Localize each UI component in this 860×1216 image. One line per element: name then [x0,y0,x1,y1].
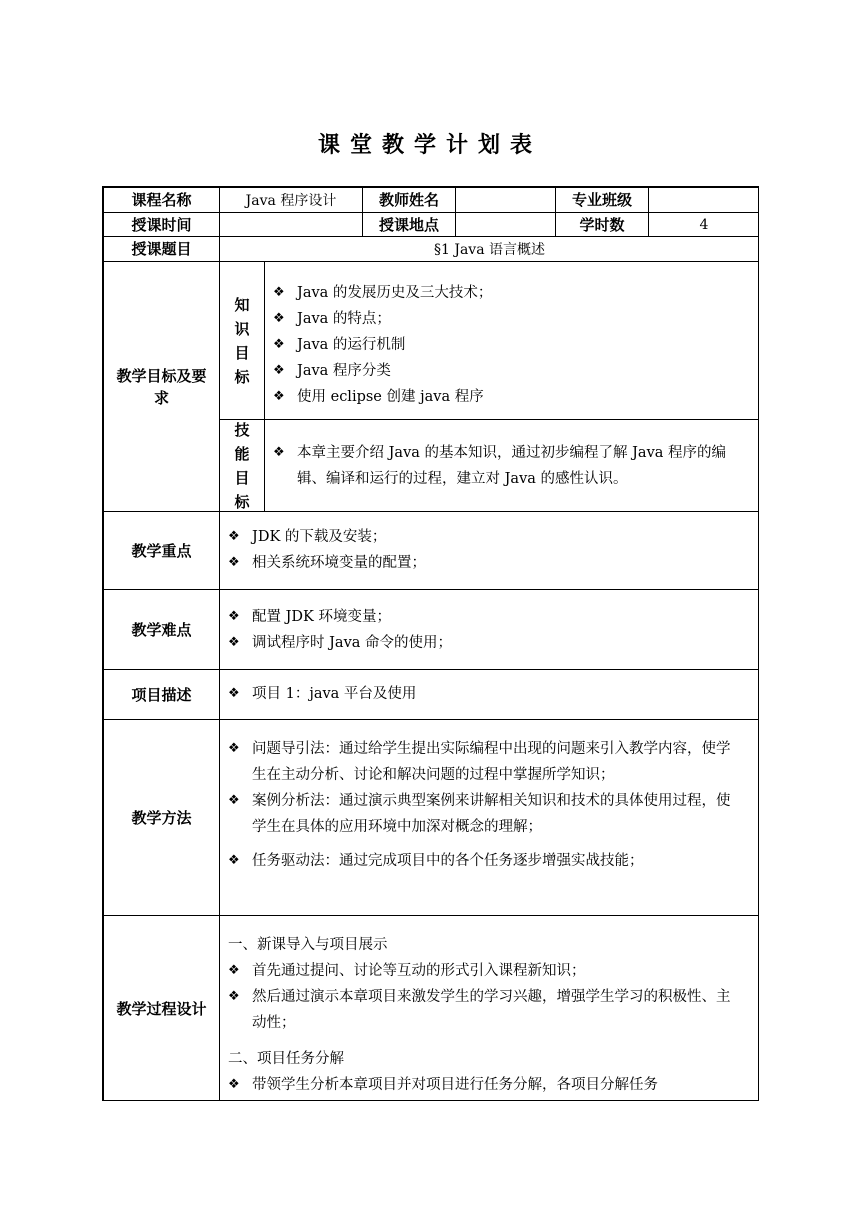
label-project-desc: 项目描述 [104,670,220,720]
diamond-bullet-icon: ❖ [273,337,285,352]
diamond-bullet-icon: ❖ [228,963,240,978]
list-item: ❖ 相关系统环境变量的配置； [228,550,748,576]
knowledge-goal-list [273,280,743,410]
label-topic: 授课题目 [104,237,220,262]
methods-list [228,736,744,874]
process-section-2-list [228,1072,744,1098]
project-desc-list [228,681,748,707]
list-item: ❖ 调试程序时 Java 命令的使用； [228,630,748,656]
skill-goal-cell [265,420,759,512]
process-section-1-list [228,958,744,1036]
diamond-bullet-icon: ❖ [228,989,240,1004]
key-points-list [228,524,748,576]
diamond-bullet-icon: ❖ [228,686,240,701]
project-desc-cell [220,670,759,720]
diamond-bullet-icon: ❖ [228,609,240,624]
list-item: ❖ Java 的运行机制 [273,332,743,358]
diamond-bullet-icon: ❖ [228,793,240,808]
list-item: ❖ 项目 1：java 平台及使用 [228,681,748,707]
label-time: 授课时间 [104,213,220,237]
skill-goal-list [273,440,743,492]
label-major-class: 专业班级 [556,188,649,213]
list-item: ❖ 案例分析法：通过演示典型案例来讲解相关知识和技术的具体使用过程，使学生在具体的应用环境中加深对概念的理解； [228,788,744,840]
difficulties-cell [220,590,759,670]
label-objectives: 教学目标及要求 [104,262,220,512]
diamond-bullet-icon: ❖ [273,445,285,460]
diamond-bullet-icon: ❖ [228,529,240,544]
label-place: 授课地点 [363,213,456,237]
topic-value: §1 Java 语言概述 [220,237,759,262]
label-knowledge-goal: 知识目标 [220,262,265,420]
label-teacher-name: 教师姓名 [363,188,456,213]
difficulties-list [228,604,748,656]
process-cell [220,916,759,1101]
major-class-value [649,188,759,213]
process-section-2-title: 二、项目任务分解 [228,1051,344,1067]
list-item: ❖ 然后通过演示本章项目来激发学生的学习兴趣，增强学生学习的积极性、主动性； [228,984,744,1036]
list-item: ❖ 任务驱动法：通过完成项目中的各个任务逐步增强实战技能； [228,848,744,874]
list-item: ❖ JDK 的下载及安装； [228,524,748,550]
diamond-bullet-icon: ❖ [273,311,285,326]
list-item: ❖ 问题导引法：通过给学生提出实际编程中出现的问题来引入教学内容，使学生在主动分析、讨论和解决问题的过程中掌握所学知识； [228,736,744,788]
diamond-bullet-icon: ❖ [273,389,285,404]
label-course-name: 课程名称 [104,188,220,213]
list-item: ❖ Java 程序分类 [273,358,743,384]
label-key-points: 教学重点 [104,512,220,590]
list-item: ❖ 本章主要介绍 Java 的基本知识，通过初步编程了解 Java 程序的编辑、编译和运行的过程，建立对 Java 的感性认识。 [273,440,743,492]
course-name-value: Java 程序设计 [220,188,363,213]
teacher-name-value [456,188,556,213]
diamond-bullet-icon: ❖ [228,1077,240,1092]
page-title: 课堂教学计划表 [317,133,542,158]
key-points-cell [220,512,759,590]
label-hours: 学时数 [556,213,649,237]
diamond-bullet-icon: ❖ [273,363,285,378]
label-difficulties: 教学难点 [104,590,220,670]
list-item: ❖ 使用 eclipse 创建 java 程序 [273,384,743,410]
list-item: ❖ 配置 JDK 环境变量； [228,604,748,630]
list-item: ❖ 首先通过提问、讨论等互动的形式引入课程新知识； [228,958,744,984]
diamond-bullet-icon: ❖ [273,285,285,300]
process-section-1-title: 一、新课导入与项目展示 [228,937,388,953]
label-methods: 教学方法 [104,720,220,916]
list-item: ❖ Java 的特点； [273,306,743,332]
time-value [220,213,363,237]
place-value [456,213,556,237]
list-item: ❖ 带领学生分析本章项目并对项目进行任务分解，各项目分解任务 [228,1072,744,1098]
diamond-bullet-icon: ❖ [228,635,240,650]
diamond-bullet-icon: ❖ [228,853,240,868]
diamond-bullet-icon: ❖ [228,741,240,756]
methods-cell [220,720,759,916]
diamond-bullet-icon: ❖ [228,555,240,570]
plan-table [102,186,759,1101]
label-skill-goal: 技能目标 [220,420,265,512]
knowledge-goal-cell [265,262,759,420]
hours-value: 4 [649,213,759,237]
label-process: 教学过程设计 [104,916,220,1101]
list-item: ❖ Java 的发展历史及三大技术； [273,280,743,306]
